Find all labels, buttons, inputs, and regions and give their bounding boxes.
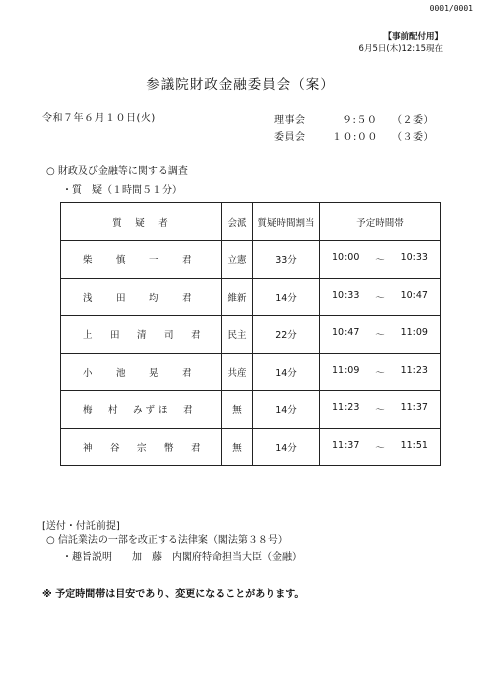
timeslot <box>320 278 441 316</box>
party: 無 <box>222 428 253 466</box>
end-time: 11:23 <box>400 364 428 376</box>
page-id: 0001/0001 <box>429 4 473 13</box>
start-time: 10:00 <box>332 252 360 264</box>
explanation-line: ・趣旨説明 加 藤 内閣府特命担当大臣（金融） <box>62 552 302 563</box>
end-time: 10:47 <box>400 289 428 301</box>
document-title: 参議院財政金融委員会（案） <box>146 77 335 93</box>
timeslot <box>320 316 441 354</box>
header-questioner: 質 疑 者 <box>61 203 222 241</box>
party: 民主 <box>222 316 253 354</box>
meeting-time: １０:００ <box>332 132 378 143</box>
time-allocation: 22分 <box>253 316 320 354</box>
party: 共産 <box>222 353 253 391</box>
time-allocation: 14分 <box>253 428 320 466</box>
timestamp: 6月5日(木)12:15現在 <box>358 44 443 54</box>
tilde: 〜 <box>375 405 385 417</box>
end-time: 11:09 <box>400 327 428 339</box>
questioner-name: 柴 慎 一 君 <box>61 241 222 279</box>
time-allocation: 14分 <box>253 278 320 316</box>
table-row <box>61 241 441 279</box>
timeslot <box>320 428 441 466</box>
time-allocation: 33分 <box>253 241 320 279</box>
qa-duration: ・質 疑（１時間５１分） <box>62 185 182 196</box>
header-party: 会派 <box>222 203 253 241</box>
questioner-name: 浅 田 均 君 <box>61 278 222 316</box>
bill-title: ○ 信託業法の一部を改正する法律案（閣法第３８号） <box>46 535 288 546</box>
tilde: 〜 <box>375 330 385 342</box>
end-time: 11:51 <box>400 439 428 451</box>
meeting-room: （２委） <box>392 115 434 126</box>
section-heading-referral: [送付・付託前提] <box>42 521 120 532</box>
party: 無 <box>222 391 253 429</box>
tilde: 〜 <box>375 292 385 304</box>
meeting-room: （３委） <box>392 132 434 143</box>
questioner-name: 小 池 晃 君 <box>61 353 222 391</box>
start-time: 11:37 <box>332 439 360 451</box>
end-time: 10:33 <box>400 252 428 264</box>
meeting-time: ９:５０ <box>342 115 378 126</box>
end-time: 11:37 <box>400 402 428 414</box>
start-time: 10:47 <box>332 327 360 339</box>
start-time: 10:33 <box>332 289 360 301</box>
time-allocation: 14分 <box>253 391 320 429</box>
table-row <box>61 353 441 391</box>
table-row <box>61 391 441 429</box>
footnote: ※ 予定時間帯は目安であり、変更になることがあります。 <box>42 589 305 600</box>
tilde: 〜 <box>375 442 385 454</box>
table-row <box>61 278 441 316</box>
party: 維新 <box>222 278 253 316</box>
table-row <box>61 428 441 466</box>
header-allocation: 質疑時間割当 <box>253 203 320 241</box>
section-heading: ○ 財政及び金融等に関する調査 <box>46 166 188 177</box>
questioner-name: 梅 村 みずほ 君 <box>61 391 222 429</box>
header-timeslot: 予定時間帯 <box>320 203 441 241</box>
time-allocation: 14分 <box>253 353 320 391</box>
start-time: 11:23 <box>332 402 360 414</box>
questioner-name: 上 田 清 司 君 <box>61 316 222 354</box>
meeting-label: 理事会 <box>274 115 306 126</box>
tilde: 〜 <box>375 367 385 379</box>
meeting-label: 委員会 <box>274 132 306 143</box>
questioner-name: 神 谷 宗 幣 君 <box>61 428 222 466</box>
table-row <box>61 316 441 354</box>
meeting-date: 令和７年６月１０日(火) <box>42 113 156 124</box>
timeslot <box>320 391 441 429</box>
party: 立憲 <box>222 241 253 279</box>
schedule-table <box>60 202 441 466</box>
distribution-note: 【事前配付用】 <box>383 32 443 42</box>
table-header-row <box>61 203 441 241</box>
timeslot <box>320 353 441 391</box>
start-time: 11:09 <box>332 364 360 376</box>
tilde: 〜 <box>375 255 385 267</box>
timeslot <box>320 241 441 279</box>
